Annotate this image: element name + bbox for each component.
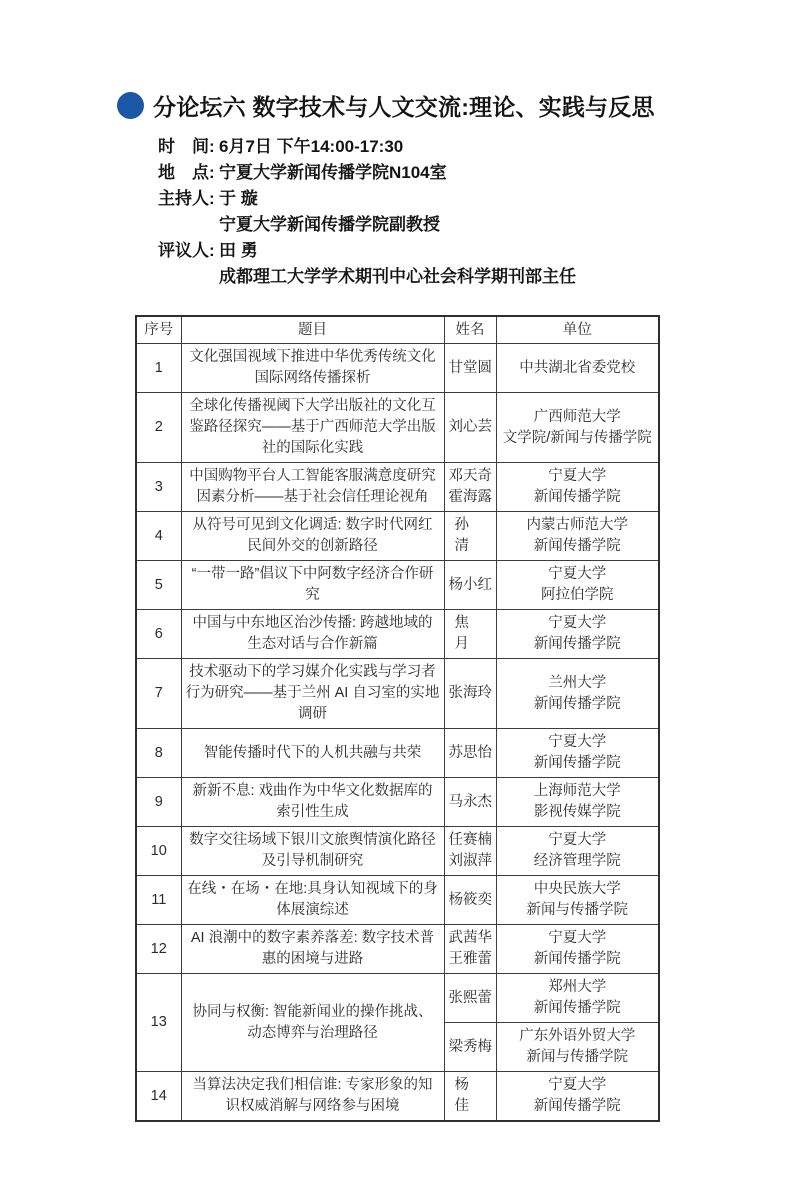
- affiliation-cell: [496, 512, 659, 561]
- paper-title: 中国购物平台人工智能客服满意度研究因素分析——基于社会信任理论视角: [181, 463, 444, 512]
- affiliation-cell: [496, 925, 659, 974]
- affiliation-cell: [496, 393, 659, 463]
- paper-title: 新新不息: 戏曲作为中华文化数据库的索引性生成: [181, 778, 444, 827]
- author-name: 苏思怡: [448, 744, 492, 761]
- author-name: 张熙蕾: [448, 989, 492, 1006]
- row-number: 8: [136, 729, 181, 778]
- row-number: 13: [136, 974, 181, 1072]
- table-row: [136, 778, 659, 827]
- table-row: [136, 463, 659, 512]
- paper-title: 数字交往场域下银川文旅舆情演化路径及引导机制研究: [181, 827, 444, 876]
- table-row: [136, 1072, 659, 1122]
- affiliation-line: 新闻与传播学院: [526, 902, 628, 918]
- paper-title: 中国与中东地区治沙传播: 跨越地域的生态对话与合作新篇: [181, 610, 444, 659]
- paper-title: 智能传播时代下的人机共融与共荣: [181, 729, 444, 778]
- author-cell: [444, 1072, 496, 1122]
- author-cell: [444, 974, 496, 1023]
- meta-label: 主持人:: [158, 189, 215, 208]
- row-number: 3: [136, 463, 181, 512]
- table-row: [136, 729, 659, 778]
- author-name: 杨小红: [448, 576, 492, 593]
- meta-row: [158, 134, 576, 160]
- meta-label: 地 点:: [158, 163, 215, 182]
- affiliation-cell: [496, 729, 659, 778]
- author-name: 杨筱奕: [448, 891, 492, 908]
- affiliation-line: 新闻传播学院: [533, 695, 621, 712]
- table-row: [136, 344, 659, 393]
- affiliation-line: 新闻传播学院: [533, 489, 621, 505]
- paper-title: 文化强国视域下推进中华优秀传统文化国际网络传播探析: [181, 344, 444, 393]
- author-name: 孙 清: [454, 517, 469, 554]
- column-header-name: 姓名: [444, 316, 496, 344]
- paper-title: 全球化传播视阈下大学出版社的文化互鉴路径探究——基于广西师范大学出版社的国际化实践: [181, 393, 444, 463]
- author-name: 刘心芸: [448, 419, 492, 435]
- affiliation-line: 宁夏大学: [548, 832, 607, 848]
- affiliation-cell: [496, 1072, 659, 1122]
- author-name: 甘堂圆: [448, 359, 492, 376]
- author-name: 王雅蕾: [448, 951, 492, 967]
- author-cell: [444, 512, 496, 561]
- table-row: [136, 512, 659, 561]
- table-row: [136, 827, 659, 876]
- affiliation-line: 新闻传播学院: [533, 755, 621, 771]
- affiliation-line: 中央民族大学: [533, 881, 621, 897]
- affiliation-line: 宁夏大学: [548, 468, 607, 484]
- meta-value: 宁夏大学新闻传播学院N104室: [219, 163, 447, 182]
- paper-title: 在线・在场・在地:具身认知视域下的身体展演综述: [181, 876, 444, 925]
- program-table: [135, 315, 660, 1122]
- affiliation-line: 广东外语外贸大学: [519, 1028, 636, 1044]
- author-name: 邓天奇: [448, 468, 492, 484]
- affiliation-line: 新闻与传播学院: [526, 1049, 628, 1065]
- author-cell: [444, 561, 496, 610]
- affiliation-line: 上海师范大学: [533, 783, 621, 799]
- affiliation-line: 新闻传播学院: [533, 951, 621, 967]
- affiliation-cell: [496, 876, 659, 925]
- affiliation-line: 兰州大学: [548, 674, 607, 691]
- affiliation-line: 宁夏大学: [548, 1077, 607, 1093]
- author-cell: [444, 659, 496, 729]
- paper-title: 从符号可见到文化调适: 数字时代网红民间外交的创新路径: [181, 512, 444, 561]
- affiliation-line: 郑州大学: [548, 979, 607, 995]
- column-header-title: 题目: [181, 316, 444, 344]
- paper-title: 协同与权衡: 智能新闻业的操作挑战、动态博弈与治理路径: [181, 974, 444, 1072]
- row-number: 4: [136, 512, 181, 561]
- row-number: 1: [136, 344, 181, 393]
- table-row: [136, 876, 659, 925]
- meta-row: [158, 186, 576, 212]
- author-name: 梁秀梅: [448, 1038, 492, 1055]
- affiliation-line: 文学院/新闻与传播学院: [502, 429, 652, 446]
- affiliation-line: 宁夏大学: [548, 734, 607, 750]
- affiliation-cell: [496, 561, 659, 610]
- author-name: 刘淑萍: [448, 853, 492, 869]
- table-row: [136, 561, 659, 610]
- author-name: 霍海露: [448, 489, 492, 505]
- affiliation-cell: [496, 778, 659, 827]
- author-cell: [444, 344, 496, 393]
- table-row: [136, 610, 659, 659]
- affiliation-line: 广西师范大学: [533, 408, 621, 425]
- affiliation-line: 内蒙古师范大学: [526, 517, 628, 533]
- author-cell: [444, 827, 496, 876]
- affiliation-cell: [496, 827, 659, 876]
- meta-value: 6月7日 下午14:00-17:30: [219, 137, 404, 156]
- row-number: 9: [136, 778, 181, 827]
- meta-row: [158, 160, 576, 186]
- meta-row: [158, 238, 576, 264]
- meta-block: [158, 134, 576, 290]
- row-number: 7: [136, 659, 181, 729]
- paper-title: 技术驱动下的学习媒介化实践与学习者行为研究——基于兰州 AI 自习室的实地调研: [181, 659, 444, 729]
- affiliation-line: 新闻传播学院: [533, 1098, 621, 1114]
- meta-sub-line: 成都理工大学学术期刊中心社会科学期刊部主任: [219, 267, 576, 286]
- affiliation-cell: [496, 344, 659, 393]
- affiliation-line: 宁夏大学: [548, 615, 607, 631]
- author-name: 张海玲: [448, 685, 492, 701]
- table-header-row: [136, 316, 659, 344]
- meta-label: 评议人:: [158, 241, 215, 260]
- affiliation-cell: [496, 463, 659, 512]
- meta-label: 时 间:: [158, 137, 215, 156]
- affiliation-line: 宁夏大学: [548, 566, 607, 582]
- table-row: [136, 659, 659, 729]
- affiliation-cell: [496, 1023, 659, 1072]
- author-cell: [444, 876, 496, 925]
- affiliation-line: 经济管理学院: [533, 853, 621, 869]
- program-table-wrap: [135, 315, 660, 1122]
- author-name: 马永杰: [448, 793, 492, 810]
- affiliation-line: 中共湖北省委党校: [519, 359, 636, 376]
- affiliation-line: 新闻传播学院: [533, 636, 621, 652]
- row-number: 10: [136, 827, 181, 876]
- author-cell: [444, 463, 496, 512]
- blue-dot-icon: [117, 92, 144, 119]
- row-number: 2: [136, 393, 181, 463]
- affiliation-line: 宁夏大学: [548, 930, 607, 946]
- table-row: [136, 925, 659, 974]
- table-body: [136, 344, 659, 1122]
- row-number: 14: [136, 1072, 181, 1122]
- affiliation-line: 阿拉伯学院: [541, 587, 614, 603]
- affiliation-cell: [496, 610, 659, 659]
- page-title: 分论坛六 数字技术与人文交流:理论、实践与反思: [153, 94, 655, 120]
- paper-title: “一带一路”倡议下中阿数字经济合作研究: [181, 561, 444, 610]
- affiliation-cell: [496, 974, 659, 1023]
- author-cell: [444, 610, 496, 659]
- paper-title: 当算法决定我们相信谁: 专家形象的知识权威消解与网络参与困境: [181, 1072, 444, 1122]
- affiliation-line: 影视传媒学院: [533, 804, 621, 820]
- session-title-row: [117, 89, 655, 122]
- table-row: [136, 974, 659, 1023]
- row-number: 6: [136, 610, 181, 659]
- row-number: 11: [136, 876, 181, 925]
- author-name: 任赛楠: [448, 832, 492, 848]
- table-row: [136, 393, 659, 463]
- column-header-no: 序号: [136, 316, 181, 344]
- column-header-unit: 单位: [496, 316, 659, 344]
- meta-value: 田 勇: [219, 241, 258, 260]
- author-name: 焦 月: [454, 615, 469, 652]
- author-cell: [444, 1023, 496, 1072]
- meta-value: 于 璇: [219, 189, 258, 208]
- row-number: 12: [136, 925, 181, 974]
- paper-title: AI 浪潮中的数字素养落差: 数字技术普惠的困境与进路: [181, 925, 444, 974]
- row-number: 5: [136, 561, 181, 610]
- affiliation-line: 新闻传播学院: [533, 1000, 621, 1016]
- author-cell: [444, 778, 496, 827]
- meta-sub-line: 宁夏大学新闻传播学院副教授: [219, 215, 440, 234]
- affiliation-line: 新闻传播学院: [533, 538, 621, 554]
- affiliation-cell: [496, 659, 659, 729]
- author-cell: [444, 729, 496, 778]
- author-name: 杨 佳: [454, 1077, 469, 1114]
- author-cell: [444, 925, 496, 974]
- author-name: 武茜华: [448, 930, 492, 946]
- author-cell: [444, 393, 496, 463]
